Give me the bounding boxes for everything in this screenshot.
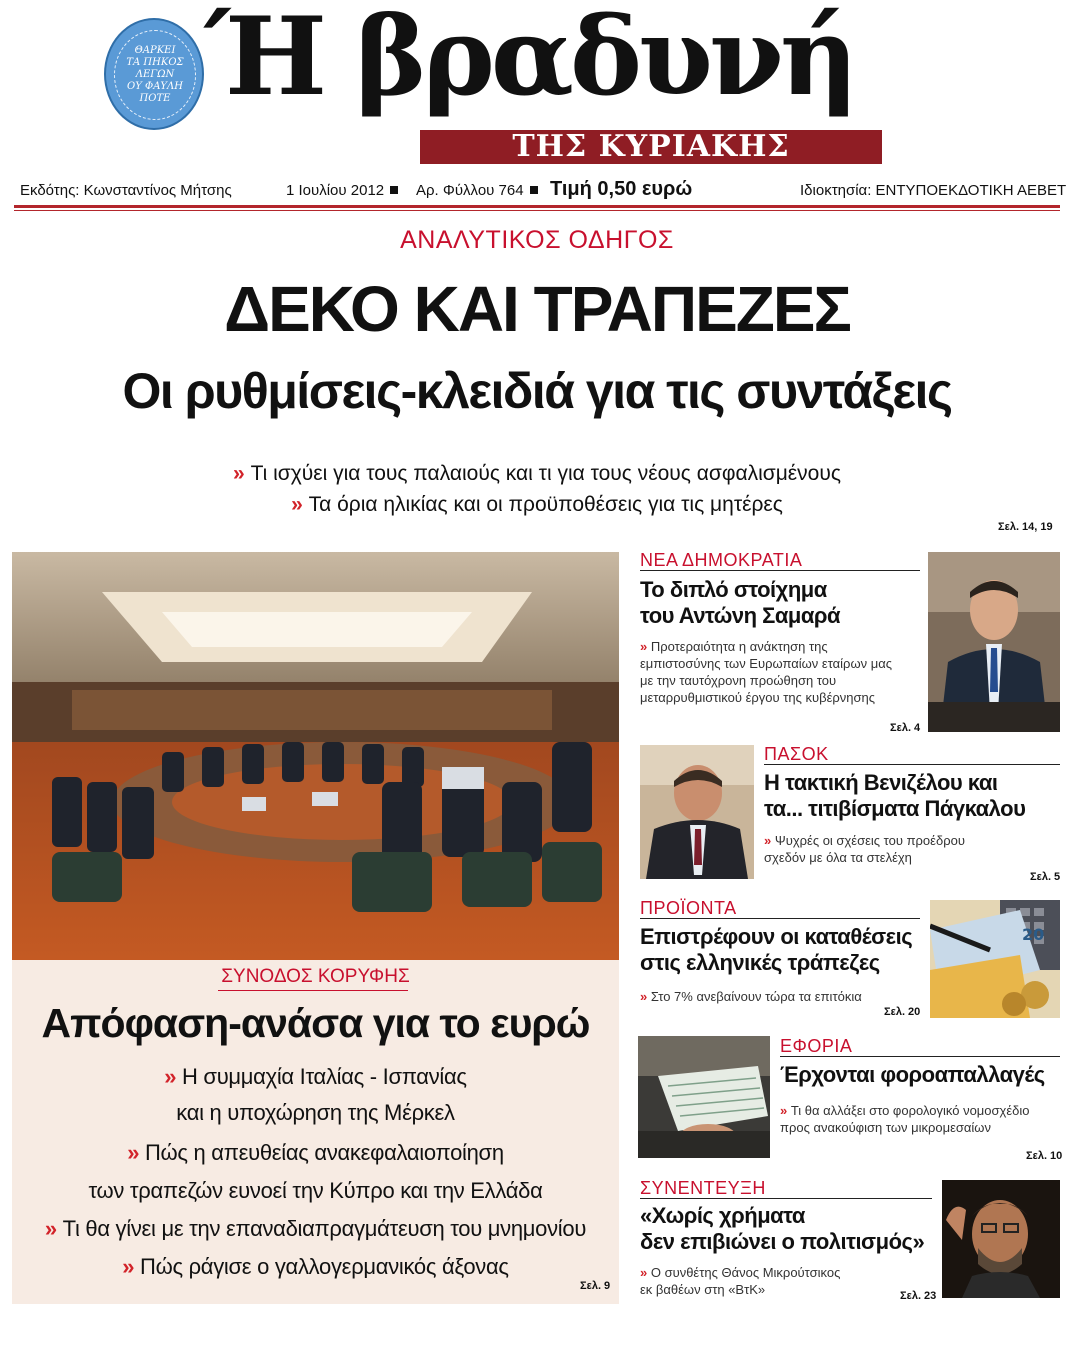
seal-line: ΤΑ ΠΗΚΟΣ: [126, 57, 184, 68]
section-label-products: ΠΡΟΪΟΝΤΑ: [640, 898, 737, 918]
bullet-icon: »: [640, 1265, 651, 1280]
section-label-pasok: ΠΑΣΟΚ: [764, 744, 829, 764]
meeting-room-illustration: [12, 552, 619, 960]
section-rule: [764, 764, 1060, 765]
lead-bullet: » Τα όρια ηλικίας και οι προϋποθέσεις για τις μητέρες: [291, 493, 783, 516]
summit-kicker: ΣΥΝΟΔΟΣ ΚΟΡΥΦΗΣ: [221, 966, 410, 987]
interview-title: «Χωρίς χρήματα δεν επιβιώνει ο πολιτισμός»: [640, 1203, 925, 1254]
section-label-tax: ΕΦΟΡΙΑ: [780, 1036, 853, 1056]
summit-bullet-cont: των τραπεζών ευνοεί την Κύπρο και την Ελλάδα: [88, 1178, 543, 1203]
logo-subtitle: ΤΗΣ ΚΥΡΙΑΚΗΣ: [512, 129, 790, 164]
bullet-icon: »: [640, 639, 651, 654]
section-label-interview: ΣΥΝΕΝΤΕΥΞΗ: [640, 1178, 766, 1198]
interview-page-ref: Σελ. 23: [900, 1290, 937, 1302]
tax-summary: » Τι θα αλλάξει στο φορολογικό νομοσχέδιο προς ανακούφιση των μικρομεσαίων: [780, 1103, 1030, 1135]
issue-price: Τιμή 0,50 ευρώ: [550, 178, 693, 200]
separator-square: [390, 186, 398, 194]
section-rule: [640, 570, 920, 571]
newspaper-logo: Ή βραδυνή: [205, 0, 855, 120]
summit-bullet: » Η συμμαχία Ιταλίας - Ισπανίας: [164, 1064, 467, 1089]
seal-line: ΠΟΤΕ: [139, 93, 171, 104]
nd-title: Το διπλό στοίχημα του Αντώνη Σαμαρά: [640, 577, 840, 628]
summit-bullet: » Πώς ράγισε ο γαλλογερμανικός άξονας: [122, 1254, 509, 1279]
bullet-icon: »: [640, 989, 651, 1004]
bullet-icon: »: [127, 1140, 145, 1165]
lead-subheadline: Οι ρυθμίσεις-κλειδιά για τις συντάξεις: [122, 363, 952, 419]
section-rule: [640, 918, 920, 919]
publisher: Εκδότης: Κωνσταντίνος Μήτσης: [20, 182, 232, 199]
summit-bullet-cont: και η υποχώρηση της Μέρκελ: [176, 1100, 455, 1125]
summit-bullet: » Πώς η απευθείας ανακεφαλαιοποίηση: [127, 1140, 504, 1165]
section-label-nd: ΝΕΑ ΔΗΜΟΚΡΑΤΙΑ: [640, 550, 803, 570]
banknote-value: 20: [1022, 925, 1045, 944]
lead-headline: ΔΕΚΟ ΚΑΙ ΤΡΑΠΕΖΕΣ: [224, 273, 850, 345]
summit-bullet: » Τι θα γίνει με την επαναδιαπραγμάτευση του μνημονίου: [44, 1216, 587, 1241]
section-rule: [780, 1056, 1060, 1057]
bullet-icon: »: [44, 1216, 63, 1241]
bullet-icon: »: [780, 1103, 791, 1118]
mikroutsikos-photo: [942, 1180, 1060, 1298]
issue-number: Αρ. Φύλλου 764: [416, 182, 524, 199]
bullet-icon: »: [164, 1064, 183, 1089]
seal-line: ΘΑΡΚΕΙ: [134, 45, 176, 56]
summit-meeting-photo: [12, 552, 619, 960]
tax-page-ref: Σελ. 10: [1026, 1150, 1063, 1162]
pasok-title: Η τακτική Βενιζέλου και τα... τιτιβίσματα Πάγκαλου: [764, 770, 1026, 821]
summit-headline: Απόφαση-ανάσα για το ευρώ: [41, 1000, 590, 1046]
section-rule: [640, 1198, 932, 1199]
lead-bullet: » Τι ισχύει για τους παλαιούς και τι για τους νέους ασφαλισμένους: [233, 462, 841, 485]
masthead-rule-thin: [14, 210, 1060, 211]
bullet-icon: »: [291, 493, 309, 516]
issue-info-line: [18, 178, 1067, 206]
summit-kicker-rule: [218, 990, 408, 991]
lead-kicker: ΑΝΑΛΥΤΙΚΟΣ ΟΔΗΓΟΣ: [400, 226, 674, 254]
owner: Ιδιοκτησία: ΕΝΤΥΠΟΕΚΔΟΤΙΚΗ ΑΕΒΕΤ: [800, 182, 1067, 199]
seal-line: ΛΕΓΩΝ: [135, 69, 175, 80]
tax-title: Έρχονται φοροαπαλλαγές: [780, 1062, 1045, 1087]
nd-page-ref: Σελ. 4: [890, 722, 921, 734]
pasok-page-ref: Σελ. 5: [1030, 871, 1061, 883]
lead-page-ref: Σελ. 14, 19: [998, 521, 1053, 533]
summit-page-ref: Σελ. 9: [580, 1280, 611, 1292]
venizelos-photo: [640, 745, 754, 879]
products-summary: » Στο 7% ανεβαίνουν τώρα τα επιτόκια: [640, 989, 862, 1004]
bullet-icon: »: [122, 1254, 141, 1279]
bullet-icon: »: [764, 833, 775, 848]
samaras-photo: [928, 552, 1060, 732]
tax-forms-photo: [638, 1036, 770, 1158]
masthead-rule: [14, 205, 1060, 208]
pasok-summary: » Ψυχρές οι σχέσεις του προέδρου σχεδόν με όλα τα στελέχη: [764, 833, 965, 865]
masthead-seal: [104, 18, 204, 130]
seal-line: ΟΥ ΦΑΥΛΗ: [127, 81, 183, 92]
interview-summary: » Ο συνθέτης Θάνος Μικρούτσικος εκ βαθέων στη «ΒτΚ»: [640, 1265, 841, 1297]
bullet-icon: »: [233, 462, 251, 485]
issue-date: 1 Ιουλίου 2012: [286, 182, 384, 199]
nd-summary: » Προτεραιότητα η ανάκτηση της εμπιστοσύνης των Ευρωπαίων εταίρων μας με την ταυτόχρονη προώθηση του μεταρρυθμιστικού έργου της κυβέρνησης: [640, 639, 892, 705]
products-page-ref: Σελ. 20: [884, 1006, 921, 1018]
products-title: Επιστρέφουν οι καταθέσεις στις ελληνικές τράπεζες: [640, 924, 913, 975]
banknotes-photo: [930, 900, 1060, 1018]
separator-square: [530, 186, 538, 194]
